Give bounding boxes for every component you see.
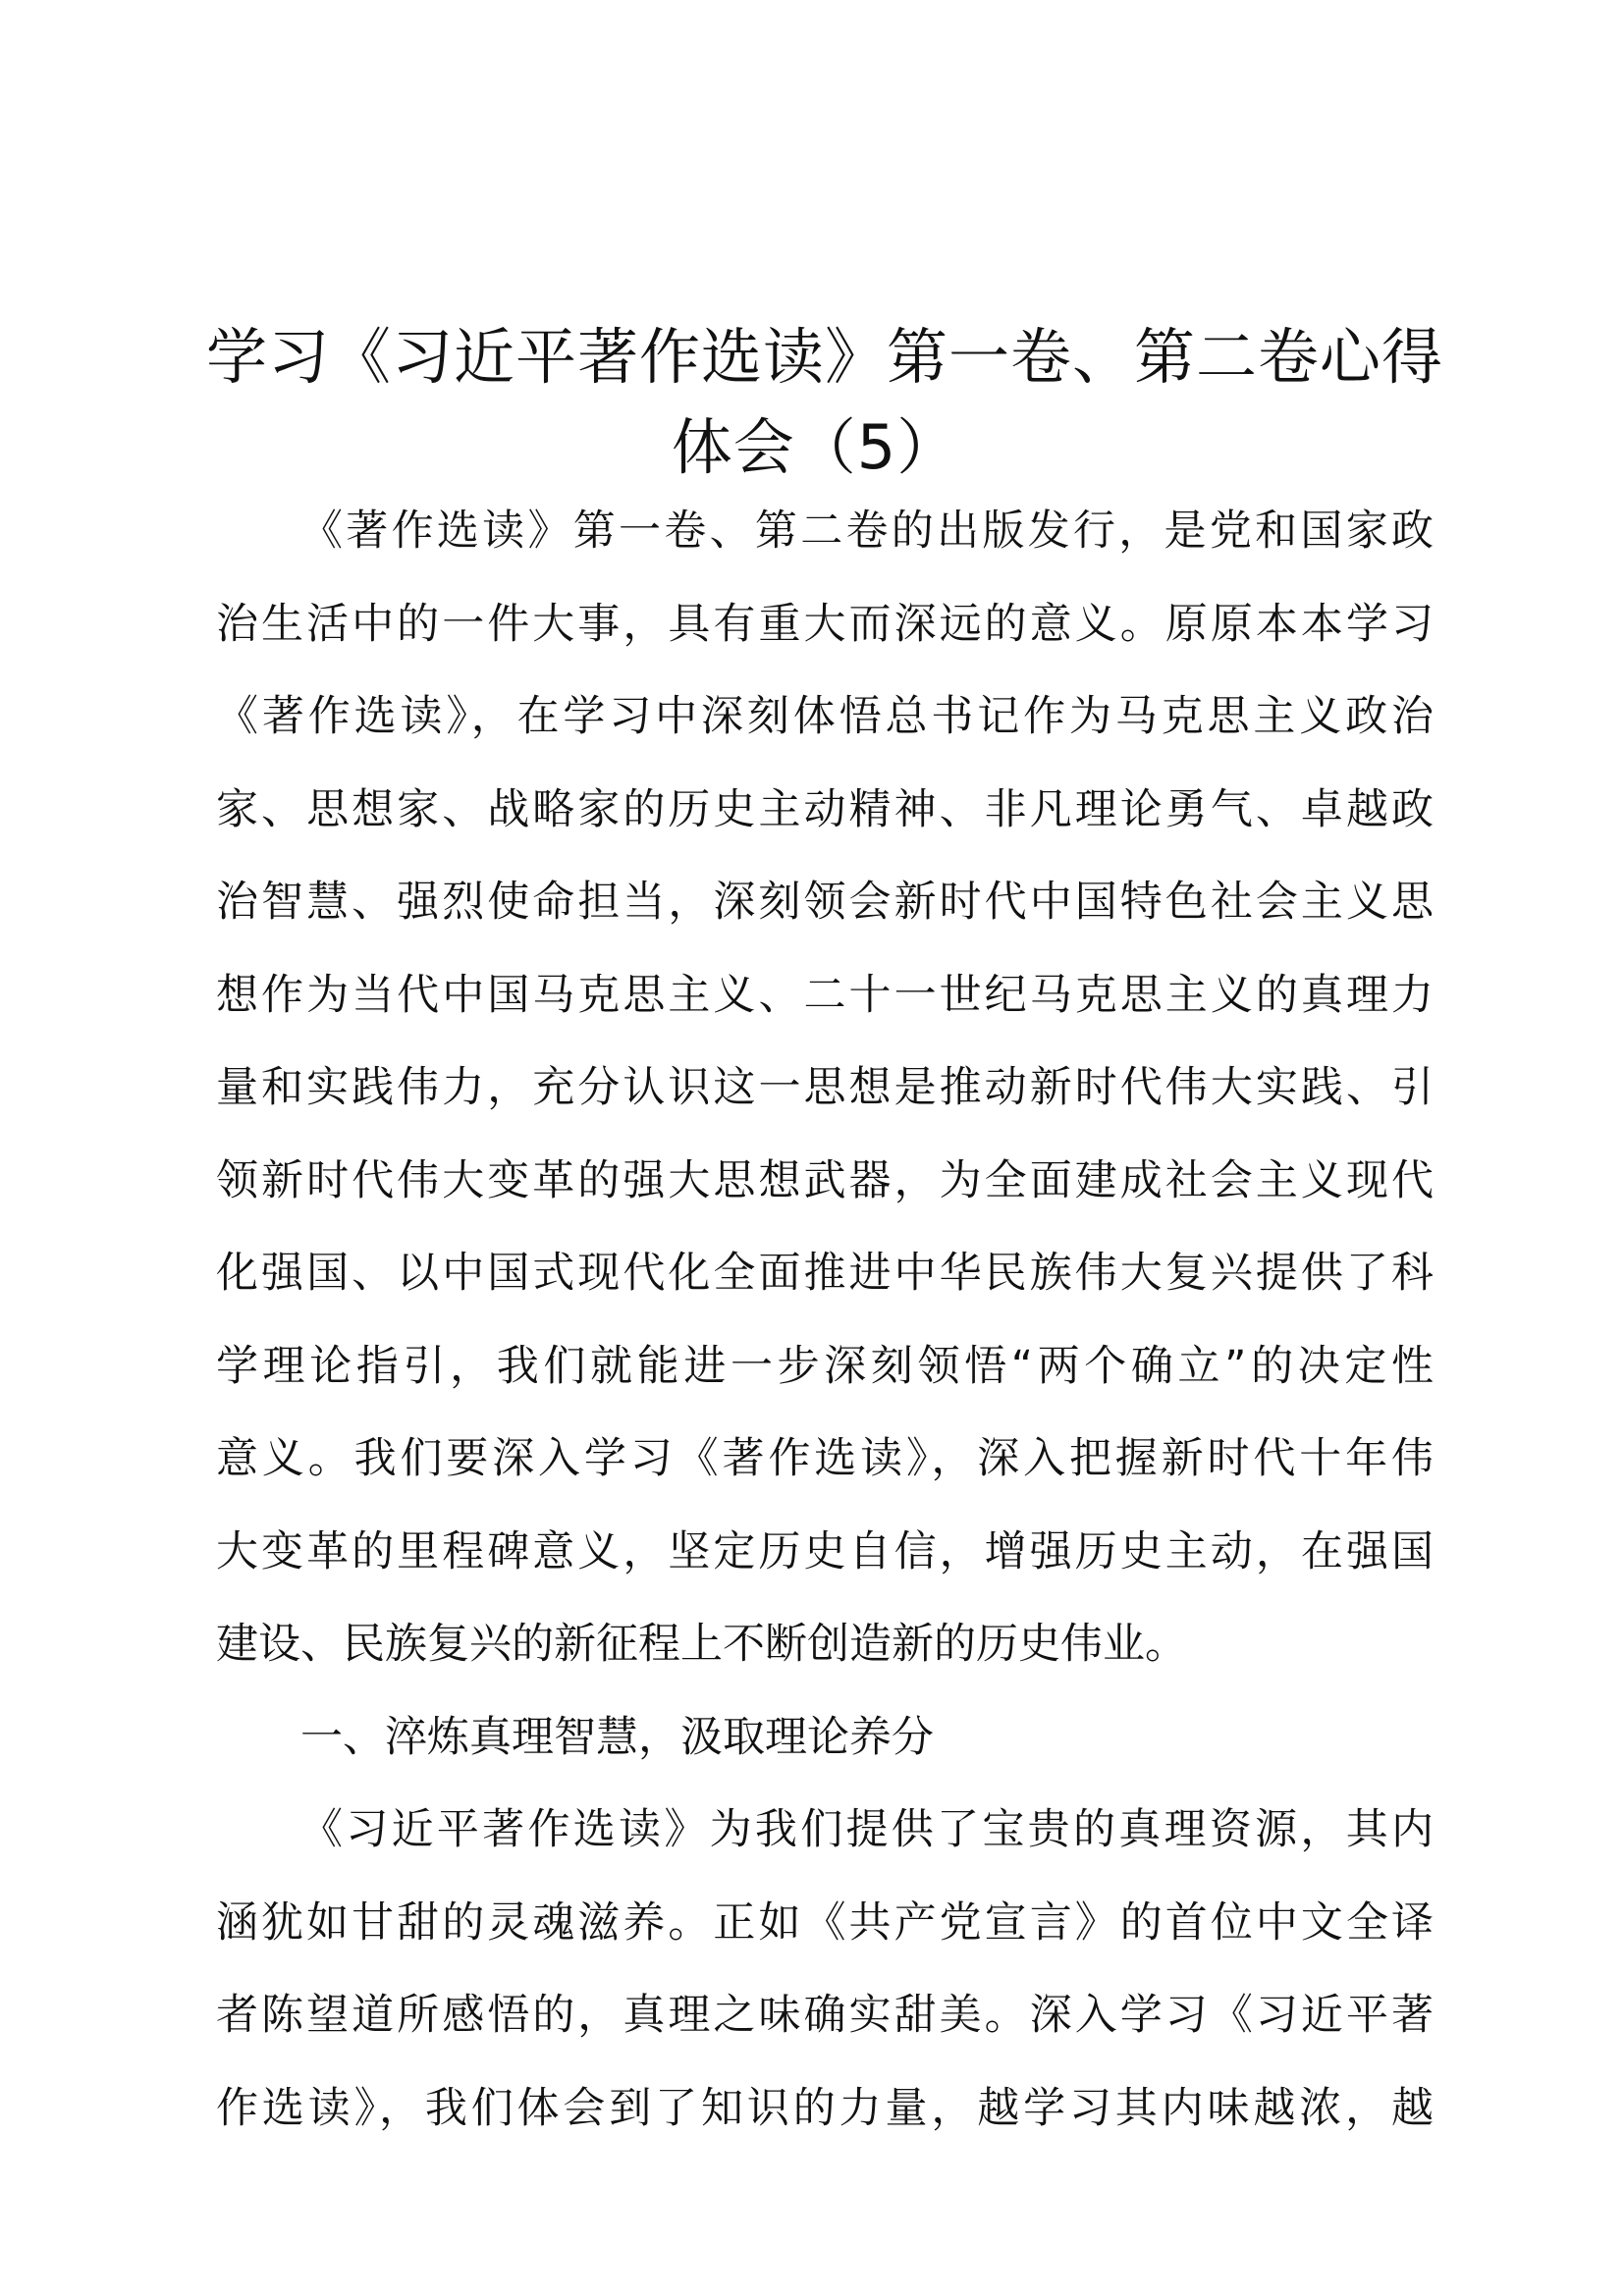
- paragraph-line: 《著作选读》，在学习中深刻体悟总书记作为马克思主义政治: [216, 692, 1434, 741]
- paragraph-line: 化强国、以中国式现代化全面推进中华民族伟大复兴提供了科: [216, 1249, 1434, 1298]
- paragraph-line: 大变革的里程碑意义，坚定历史自信，增强历史主动，在强国: [216, 1526, 1434, 1576]
- paragraph-line: 《著作选读》第一卷、第二卷的出版发行，是党和国家政: [300, 507, 1434, 556]
- paragraph-line: 学理论指引，我们就能进一步深刻领悟“两个确立”的决定性: [216, 1341, 1434, 1391]
- title-line: 学习《习近平著作选读》第一卷、第二卷心得: [206, 321, 1444, 393]
- paragraph-line: 涵犹如甘甜的灵魂滋养。正如《共产党宣言》的首位中文全译: [216, 1897, 1434, 1948]
- paragraph-line: 领新时代伟大变革的强大思想武器，为全面建成社会主义现代: [216, 1155, 1434, 1205]
- section-heading: [216, 1691, 1434, 1785]
- paragraph-line: 建设、民族复兴的新征程上不断创造新的历史伟业。: [216, 1620, 1187, 1669]
- document-title: [206, 312, 1444, 493]
- section-heading-line: 一、淬炼真理智慧，汲取理论养分: [300, 1712, 934, 1762]
- paragraph-line: 量和实践伟力，充分认识这一思想是推动新时代伟大实践、引: [216, 1063, 1434, 1112]
- paragraph-line: 作选读》，我们体会到了知识的力量，越学习其内味越浓，越: [216, 2083, 1434, 2133]
- section-paragraph: [216, 1784, 1434, 2155]
- title-line: 体会（5）: [671, 411, 959, 483]
- paragraph-line: 者陈望道所感悟的，真理之味确实甜美。深入学习《习近平著: [216, 1991, 1434, 2040]
- paragraph-line: 想作为当代中国马克思主义、二十一世纪马克思主义的真理力: [216, 970, 1434, 1020]
- paragraph-line: 治智慧、强烈使命担当，深刻领会新时代中国特色社会主义思: [216, 878, 1434, 927]
- paragraph-line: 家、思想家、战略家的历史主动精神、非凡理论勇气、卓越政: [216, 784, 1434, 834]
- document-body: [216, 485, 1434, 2155]
- paragraph-line: 意义。我们要深入学习《著作选读》，深入把握新时代十年伟: [216, 1434, 1434, 1483]
- paragraph-line: 《习近平著作选读》为我们提供了宝贵的真理资源，其内: [300, 1805, 1434, 1854]
- intro-paragraph: [216, 485, 1434, 1691]
- paragraph-line: 治生活中的一件大事，具有重大而深远的意义。原原本本学习: [216, 599, 1434, 649]
